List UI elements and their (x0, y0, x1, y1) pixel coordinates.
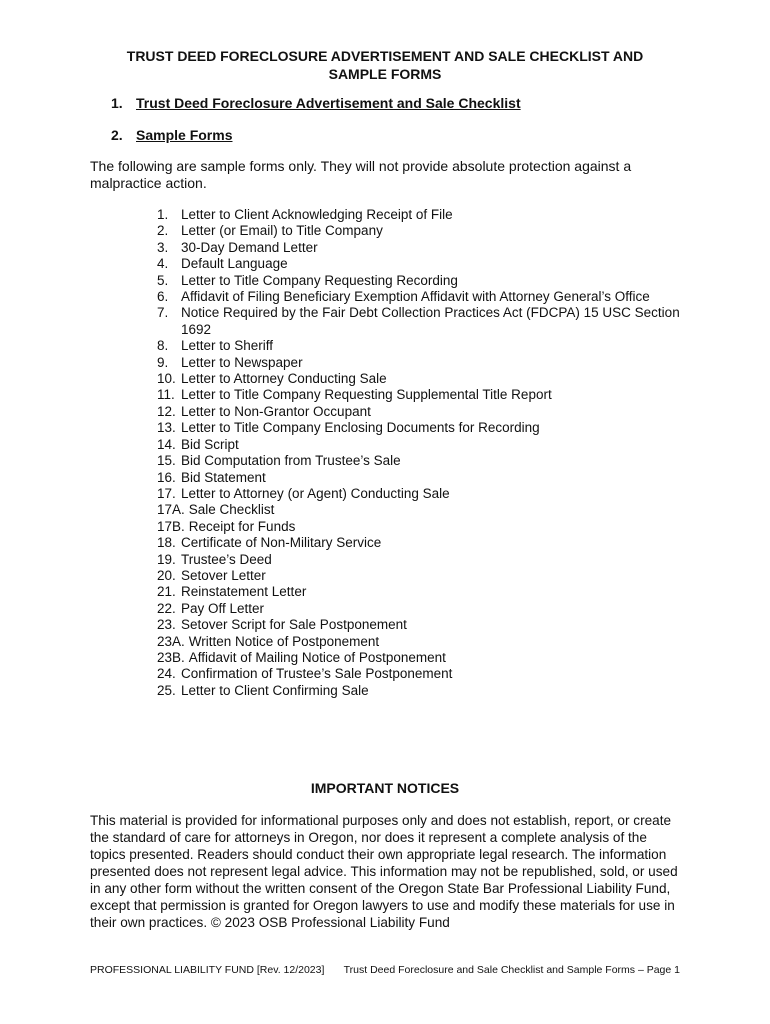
list-item (157, 338, 699, 354)
list-item-number: 17. (157, 485, 176, 501)
list-item-number: 15. (157, 453, 176, 469)
section-link-label[interactable]: Sample Forms (136, 127, 233, 143)
list-item-number: 12. (157, 403, 176, 419)
list-item-text: Letter (or Email) to Title Company (181, 223, 383, 239)
section-heading-sample-forms[interactable] (111, 127, 232, 143)
list-item (157, 223, 699, 239)
list-item-text: Trustee’s Deed (181, 551, 272, 567)
list-item (157, 305, 699, 338)
list-item-text: Letter to Client Confirming Sale (181, 682, 369, 698)
page-title (90, 47, 680, 83)
list-item (157, 552, 699, 568)
list-item-text: Written Notice of Postponement (188, 633, 380, 649)
list-item (157, 420, 699, 436)
list-item-number: 20. (157, 567, 176, 583)
list-item-text: Bid Statement (181, 469, 266, 485)
list-item (157, 650, 699, 666)
list-item (157, 617, 699, 633)
list-item-number: 18. (157, 535, 176, 551)
list-item (157, 519, 699, 535)
list-item-number: 17B. (157, 518, 185, 534)
list-item-text: Letter to Attorney Conducting Sale (181, 371, 387, 387)
list-item-number: 14. (157, 436, 176, 452)
list-item-text: Letter to Newspaper (181, 354, 303, 370)
list-item-text: Letter to Sheriff (181, 338, 274, 354)
list-item-number: 16. (157, 469, 176, 485)
list-item-number: 21. (157, 584, 176, 600)
list-item-text: Certificate of Non-Military Service (181, 535, 382, 551)
list-item-number: 5. (157, 272, 169, 288)
list-item-number: 13. (157, 420, 176, 436)
list-item-text: Letter to Attorney (or Agent) Conducting Sale (181, 485, 450, 501)
list-item (157, 371, 699, 387)
list-item-text: Confirmation of Trustee’s Sale Postponement (181, 666, 453, 682)
list-item-number: 9. (157, 354, 169, 370)
list-item-number: 24. (157, 666, 176, 682)
notices-paragraph: This material is provided for informational purposes only and does not establish, report, or create the standard of care for attorneys in Oregon, nor does it represent a complete analysis of the topics presented. Readers should conduct their own appropriate legal research. The information presented does not represent legal advice. This information may not be republished, sold, or used in any other form without the written consent of the Oregon State Bar Professional Liability Fund, except that permission is granted for Oregon lawyers to use and modify these materials for use in their own practices. © 2023 OSB Professional Liability Fund (90, 813, 678, 930)
list-item-number: 4. (157, 256, 169, 272)
list-item-text: Letter to Title Company Requesting Recording (181, 272, 458, 288)
list-item-number: 22. (157, 600, 176, 616)
list-item (157, 486, 699, 502)
list-item (157, 601, 699, 617)
list-item (157, 584, 699, 600)
list-item-number: 25. (157, 682, 176, 698)
intro-paragraph: The following are sample forms only. They will not provide absolute protection against a malpractice action. (90, 158, 632, 191)
list-item-text: Setover Script for Sale Postponement (181, 617, 407, 633)
list-item-text: Pay Off Letter (181, 600, 265, 616)
list-item-text: Letter to Client Acknowledging Receipt of File (181, 207, 453, 222)
list-item-text: Sale Checklist (188, 502, 275, 518)
list-item-number: 23. (157, 617, 176, 633)
list-item-number: 6. (157, 289, 169, 305)
list-item-number: 19. (157, 551, 176, 567)
list-item-text: Affidavit of Mailing Notice of Postponement (188, 649, 446, 665)
list-item-number: 1. (157, 207, 169, 222)
list-item (157, 387, 699, 403)
list-item-text: Bid Script (181, 436, 239, 452)
sample-forms-list (157, 207, 699, 699)
section-heading-checklist[interactable] (111, 95, 521, 111)
list-item-text: Letter to Title Company Requesting Supplemental Title Report (181, 387, 552, 403)
list-item (157, 568, 699, 584)
list-item (157, 502, 699, 518)
footer-left: PROFESSIONAL LIABILITY FUND [Rev. 12/2023] (90, 964, 325, 976)
list-item-number: 23B. (157, 649, 185, 665)
list-item (157, 273, 699, 289)
list-item (157, 355, 699, 371)
list-item-text: Affidavit of Filing Beneficiary Exemption Affidavit with Attorney General’s Office (181, 289, 650, 305)
list-item (157, 470, 699, 486)
list-item-text: 30-Day Demand Letter (181, 239, 318, 255)
list-item-number: 3. (157, 239, 169, 255)
list-item (157, 666, 699, 682)
list-item (157, 453, 699, 469)
list-item-text: Receipt for Funds (188, 518, 296, 534)
list-item (157, 256, 699, 272)
list-item-text: Default Language (181, 256, 288, 272)
list-item-number: 8. (157, 338, 169, 354)
section-number: 2. (111, 127, 123, 143)
notices-heading: IMPORTANT NOTICES (310, 780, 460, 796)
list-item-text: Setover Letter (181, 567, 266, 583)
list-item (157, 634, 699, 650)
list-item (157, 240, 699, 256)
list-item-number: 2. (157, 223, 169, 239)
list-item-number: 23A. (157, 633, 185, 649)
list-item (157, 437, 699, 453)
list-item-number: 11. (157, 387, 175, 403)
list-item-text: Letter to Non-Grantor Occupant (181, 403, 371, 419)
title-line-1: TRUST DEED FORECLOSURE ADVERTISEMENT AND SALE CHECKLIST AND (126, 48, 644, 64)
list-item-number: 17A. (157, 502, 185, 518)
list-item (157, 289, 699, 305)
list-item-number: 10. (157, 371, 176, 387)
footer-right: Trust Deed Foreclosure and Sale Checklist and Sample Forms – Page 1 (343, 964, 680, 976)
section-number: 1. (111, 95, 123, 111)
list-item (157, 683, 699, 699)
list-item-text: Letter to Title Company Enclosing Documents for Recording (181, 420, 540, 436)
title-line-2: SAMPLE FORMS (328, 66, 442, 82)
list-item-text: Reinstatement Letter (181, 584, 307, 600)
list-item-text: Bid Computation from Trustee’s Sale (181, 453, 401, 469)
list-item (157, 404, 699, 420)
list-item (157, 535, 699, 551)
list-item-number: 7. (157, 305, 169, 321)
section-link-label[interactable]: Trust Deed Foreclosure Advertisement and Sale Checklist (136, 95, 521, 111)
list-item-text: Notice Required by the Fair Debt Collection Practices Act (FDCPA) 15 USC Section 1692 (181, 305, 680, 337)
list-item (157, 207, 699, 223)
